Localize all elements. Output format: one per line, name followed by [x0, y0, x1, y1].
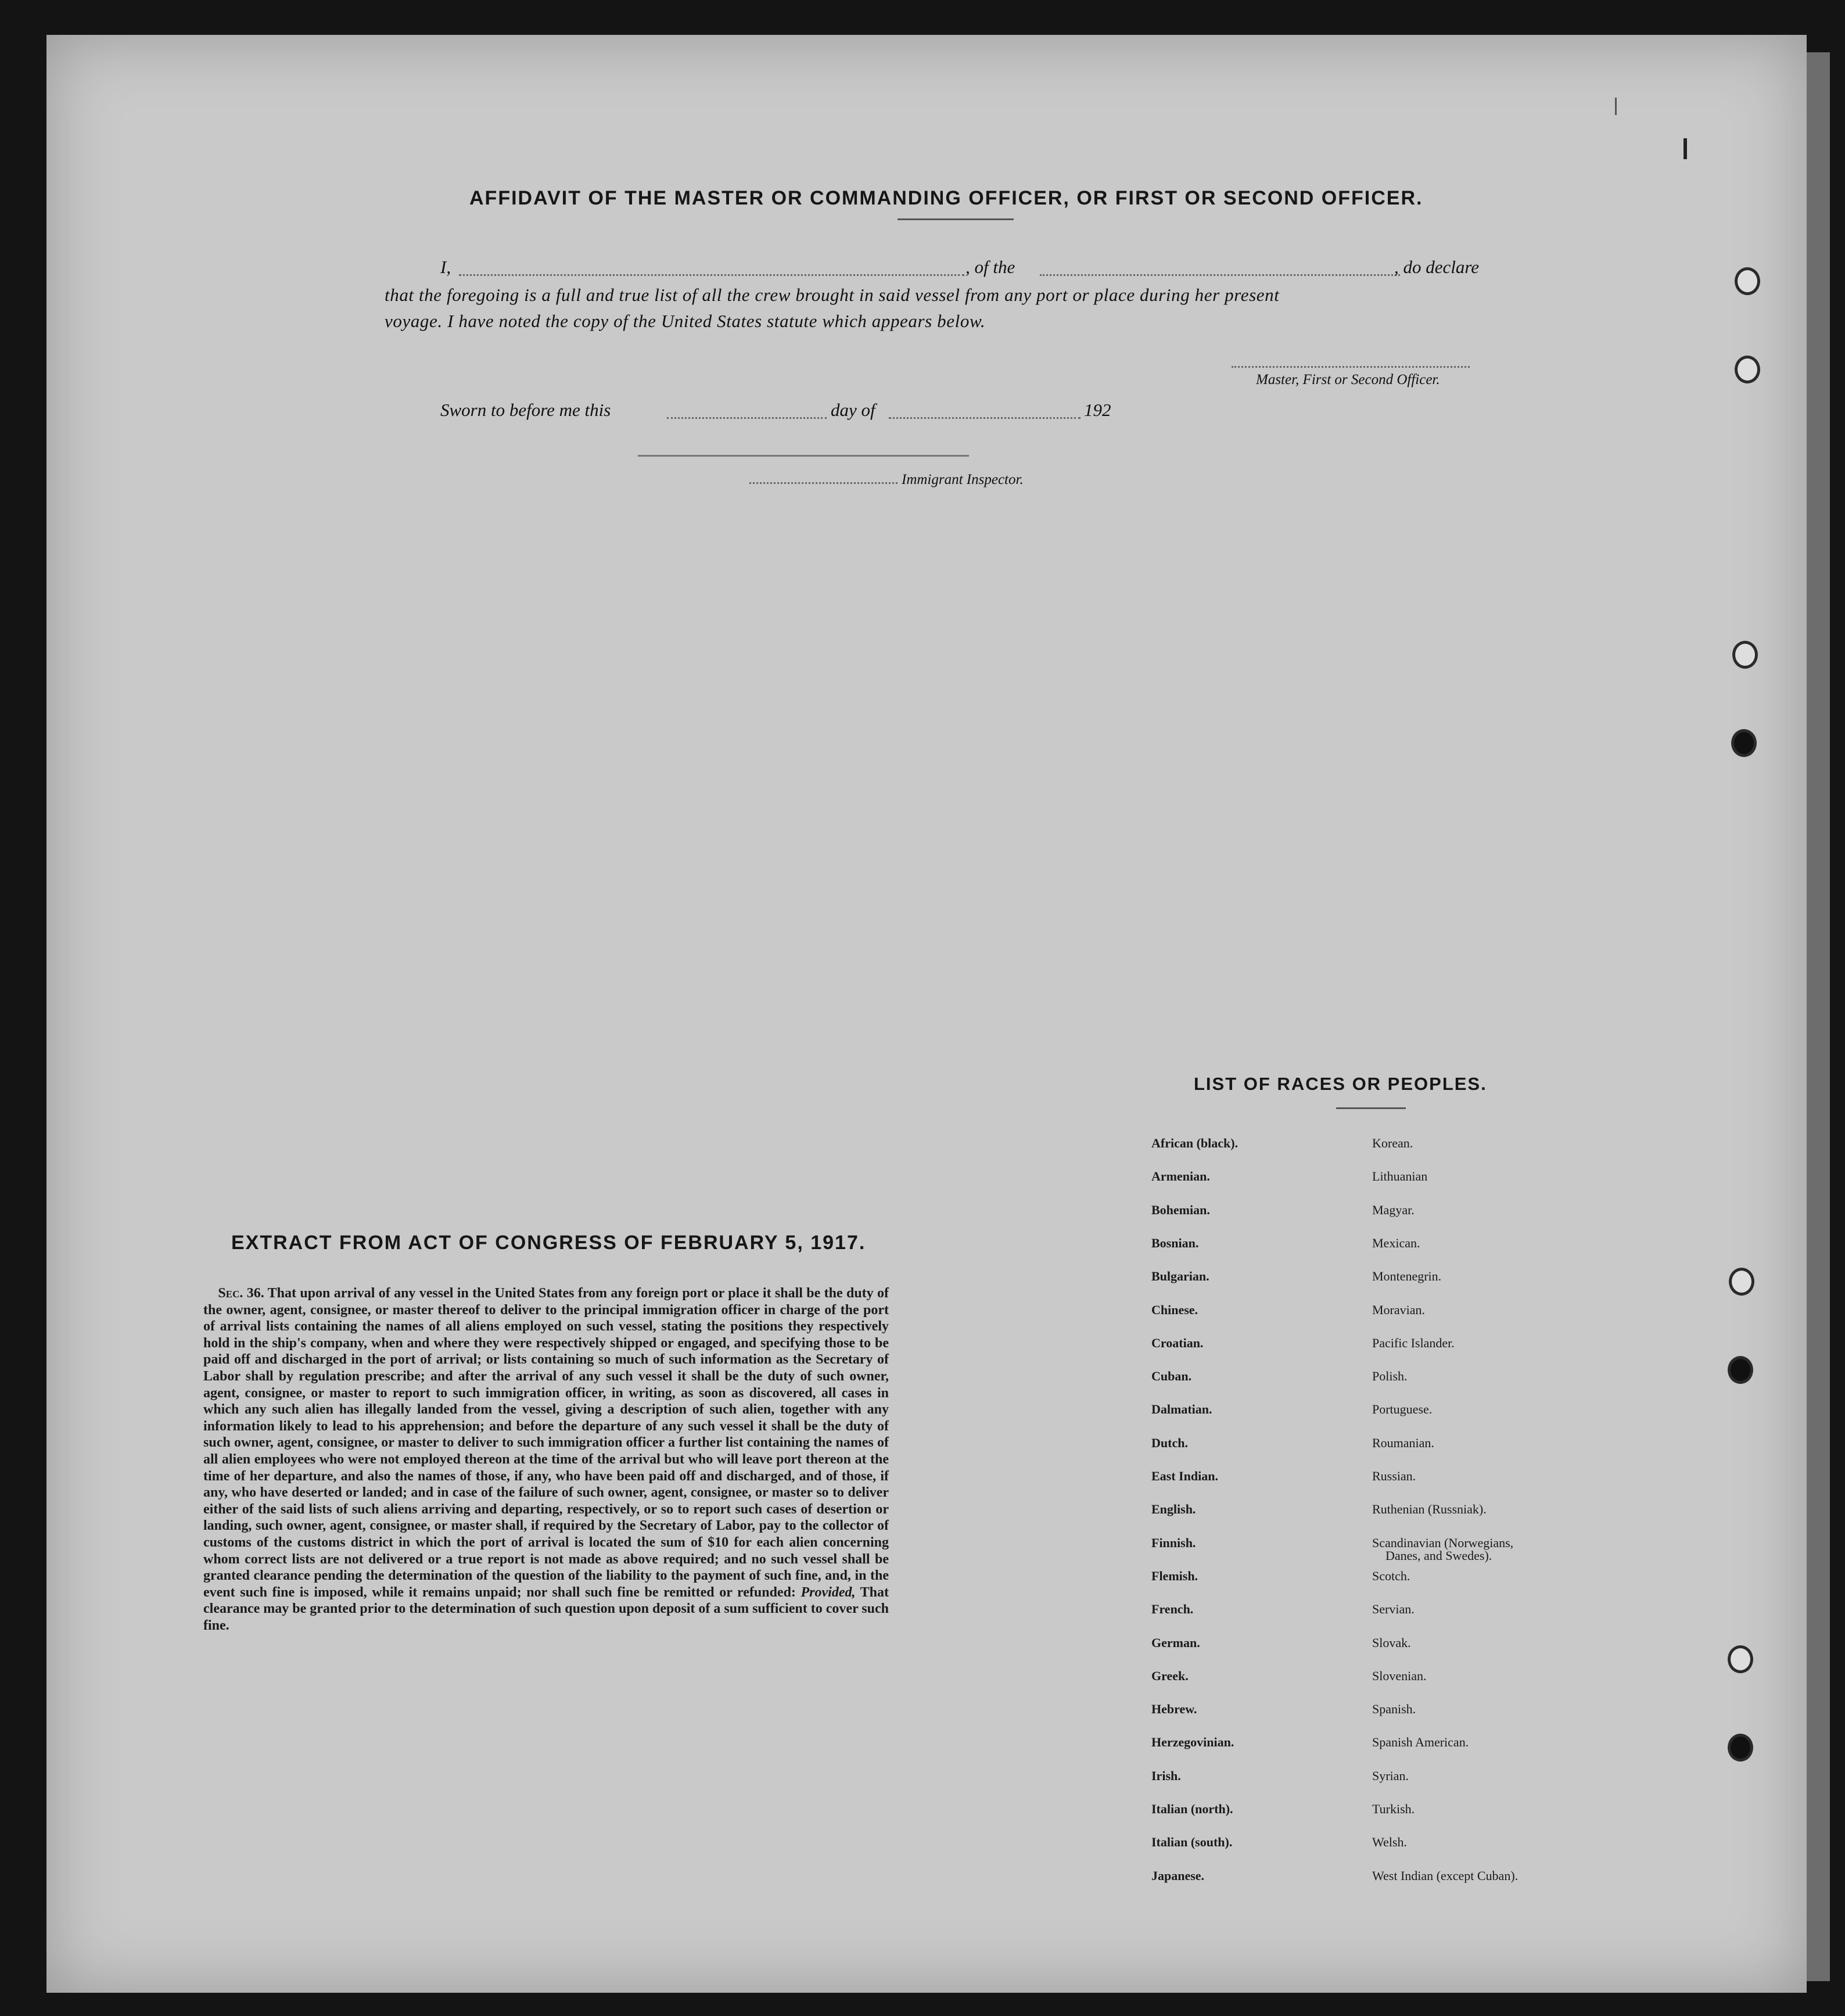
statute-text — [203, 1285, 889, 1634]
affidavit-line-3: voyage. I have noted the copy of the United States statute which appears below. — [385, 311, 986, 331]
race-item: Italian (north). — [1151, 1802, 1233, 1816]
race-item: Servian. — [1372, 1602, 1415, 1616]
races-title: LIST OF RACES OR PEOPLES. — [1194, 1074, 1487, 1094]
race-item: Flemish. — [1151, 1569, 1198, 1583]
race-item: Scotch. — [1372, 1569, 1410, 1583]
race-item: Russian. — [1372, 1469, 1416, 1483]
race-item: Turkish. — [1372, 1802, 1415, 1816]
race-item: Armenian. — [1151, 1169, 1210, 1183]
race-item: German. — [1151, 1635, 1200, 1650]
binder-hole-icon — [1729, 1268, 1754, 1296]
sworn-label: Sworn to before me this — [440, 400, 611, 420]
sworn-day-field[interactable] — [667, 417, 827, 419]
races-title-rule — [1336, 1107, 1406, 1109]
affidavit-line-2: that the foregoing is a full and true list of all the crew brought in said vessel from any port or place during her present — [385, 285, 1280, 305]
race-item: Herzegovinian. — [1151, 1735, 1234, 1749]
race-item: Pacific Islander. — [1372, 1336, 1455, 1350]
race-item: Croatian. — [1151, 1336, 1204, 1350]
binder-hole-icon — [1735, 267, 1760, 295]
affidavit-title: AFFIDAVIT OF THE MASTER OR COMMANDING OFFICER, OR FIRST OR SECOND OFFICER. — [469, 187, 1423, 209]
race-item: Korean. — [1372, 1136, 1413, 1150]
race-item: Scandinavian (Norwegians, — [1372, 1536, 1514, 1550]
inspector-label: Immigrant Inspector. — [902, 472, 1024, 487]
statute-body: That upon arrival of any vessel in the United States from any foreign port or place it shall be the duty of the owner, agent, consignee, or master thereof to deliver to the principal immigration officer in charge of the port of arrival lists containing the names of all aliens employed on such vessel, stating the positions they respectively hold in the ship's company, when and where they were respectively shipped or engaged, and specifying those to be paid off and discharged in the port of arrival; or lists containing so much of such information as the Secretary of Labor shall by regulation prescribe; and after the arrival of any such vessel it shall be the duty of such owner, agent, consignee, or master to report to such immigration officer, in writing, as soon as discovered, all cases in which any such alien has illegally landed from the vessel, giving a description of such alien, together with any information likely to lead to his apprehension; and before the departure of any such vessel it shall be the duty of such owner, agent, consignee, or master to deliver to such immigration officer a further list containing the names of all alien employees who were not employed thereon at the time of the arrival but who will leave port thereon at the time of her departure, and also the names of those, if any, who have been paid off and discharged, and of those, if any, who have deserted or landed; and in case of the failure of such owner, agent, consignee, or master so to deliver either of the said lists of such aliens arriving and departing, respectively, or so to report such cases of desertion or landing, such owner, agent, consignee, or master shall, if required by the Secretary of Labor, pay to the collector of customs of the customs district in which the port of arrival is located the sum of $10 for each alien concerning whom correct lists are not delivered or a true report is not made as above required; and no such vessel shall be granted clearance pending the determination of the question of the liability to the payment of such fine, and, in the event such fine is imposed, while it remains unpaid; nor shall such fine be remitted or refunded: — [203, 1286, 889, 1600]
affidavit-i-label: I, — [440, 257, 451, 277]
race-item: French. — [1151, 1602, 1194, 1616]
race-item: East Indian. — [1151, 1469, 1218, 1483]
sworn-month-field[interactable] — [889, 417, 1081, 419]
race-item: Roumanian. — [1372, 1436, 1434, 1450]
race-item: Spanish American. — [1372, 1735, 1469, 1749]
inspector-name-field[interactable] — [749, 482, 898, 484]
race-item: Irish. — [1151, 1769, 1181, 1783]
race-item: Bosnian. — [1151, 1236, 1199, 1250]
binder-hole-icon — [1728, 1734, 1753, 1762]
race-item: Portuguese. — [1372, 1402, 1433, 1416]
race-item: Japanese. — [1151, 1868, 1205, 1883]
binder-hole-icon — [1728, 1645, 1753, 1673]
day-of-label: day of — [831, 400, 875, 420]
race-item: Lithuanian — [1372, 1169, 1428, 1183]
race-item: Syrian. — [1372, 1769, 1409, 1783]
of-the-label: , of the — [965, 257, 1015, 277]
race-item: Polish. — [1372, 1369, 1408, 1383]
statute-body-end: That clearance may be granted prior to the determination of such question upon deposit of a sum sufficient to cover such fine. — [203, 1584, 889, 1633]
vessel-name-field[interactable] — [1040, 274, 1400, 276]
binder-hole-icon — [1728, 1356, 1753, 1384]
race-item-scandinavian-cont: Danes, and Swedes). — [1385, 1548, 1492, 1563]
race-item: Finnish. — [1151, 1536, 1196, 1550]
race-item: Montenegrin. — [1372, 1269, 1442, 1283]
race-item: Moravian. — [1372, 1303, 1426, 1317]
race-item: Dalmatian. — [1151, 1402, 1212, 1416]
race-item: Welsh. — [1372, 1835, 1407, 1849]
officer-signature-label: Master, First or Second Officer. — [1256, 372, 1440, 388]
race-item: Ruthenian (Russniak). — [1372, 1502, 1487, 1516]
statute-provided-label: Provided, — [801, 1584, 856, 1600]
race-item: Slovenian. — [1372, 1669, 1427, 1683]
officer-signature-field[interactable] — [1232, 366, 1470, 368]
race-item: Greek. — [1151, 1669, 1189, 1683]
do-declare-label: , do declare — [1394, 257, 1480, 277]
master-name-field[interactable] — [459, 274, 964, 276]
binder-hole-icon — [1735, 356, 1760, 383]
race-item: Chinese. — [1151, 1303, 1198, 1317]
race-item: Spanish. — [1372, 1702, 1416, 1716]
extract-title: EXTRACT FROM ACT OF CONGRESS OF FEBRUARY 5, 1917. — [231, 1232, 866, 1254]
inspector-signature-line — [638, 455, 969, 457]
race-item: Mexican. — [1372, 1236, 1420, 1250]
race-item: Magyar. — [1372, 1203, 1415, 1217]
race-item: Italian (south). — [1151, 1835, 1233, 1849]
race-item: Bohemian. — [1151, 1203, 1210, 1217]
race-item: Bulgarian. — [1151, 1269, 1209, 1283]
margin-mark — [1684, 138, 1687, 159]
year-label: 192 — [1084, 400, 1111, 420]
binder-hole-icon — [1732, 641, 1758, 669]
race-item: West Indian (except Cuban). — [1372, 1868, 1519, 1883]
race-item: Cuban. — [1151, 1369, 1192, 1383]
race-item: English. — [1151, 1502, 1196, 1516]
page-edge — [1807, 52, 1830, 1981]
race-item: Slovak. — [1372, 1635, 1411, 1650]
race-item: Dutch. — [1151, 1436, 1188, 1450]
statute-section-label: Sec. 36. — [218, 1286, 264, 1301]
binder-hole-icon — [1731, 729, 1757, 757]
affidavit-title-rule — [898, 218, 1014, 220]
margin-mark — [1615, 98, 1617, 115]
race-item: African (black). — [1151, 1136, 1239, 1150]
race-item: Hebrew. — [1151, 1702, 1197, 1716]
